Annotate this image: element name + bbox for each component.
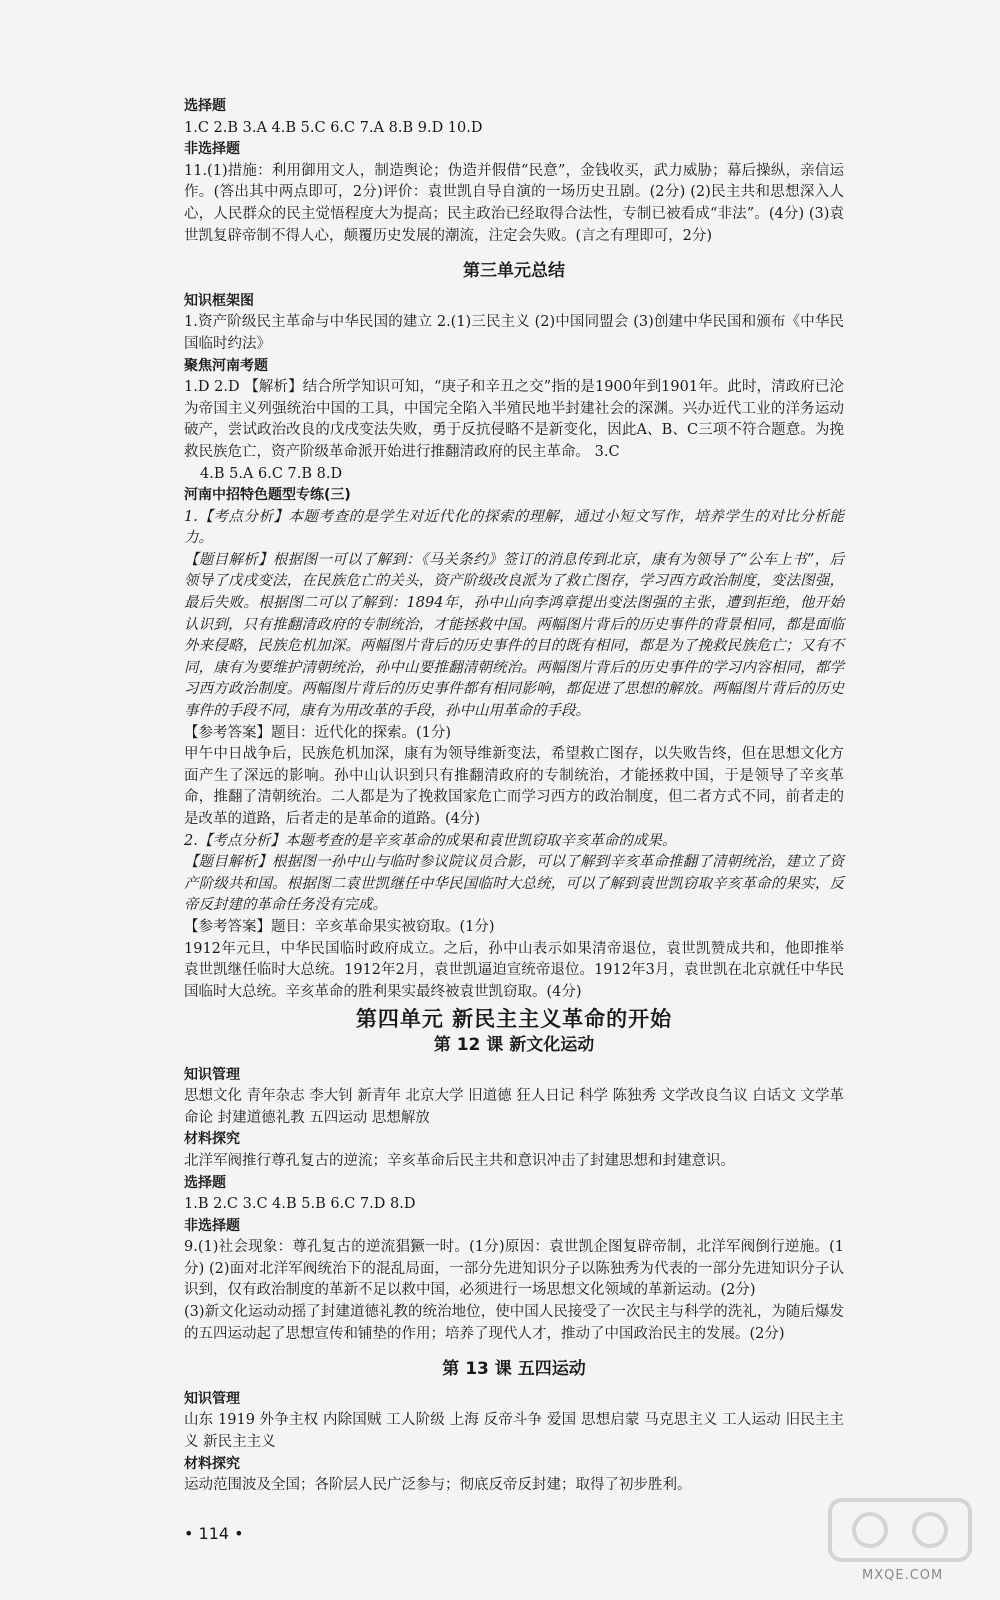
paragraph: 【参考答案】题目：近代化的探索。(1分) [184,724,452,741]
section-heading: 河南中招特色题型专练(三) [184,487,351,504]
lesson-title: 第 13 课 五四运动 [442,1359,586,1380]
paragraph: 【题目解析】根据图一可以了解到：《马关条约》签订的消息传到北京，康有为领导了“公车上书”，后领导了戊戌变法，在民族危亡的关头，资产阶级改良派为了救亡图存，学习西方政治制度，变法图强，最后失败。根据图二可以了解到：1894年，孙中山向李鸿章提出变法图强的主张，遭到拒绝，他开始认识到，只有推翻清政府的专制统治，才能拯救中国。两幅图片背后的历史事件的背景相同，都是面临外来侵略，民族危机加深。两幅图片背后的历史事件的目的既有相同，都是为了挽救民族危亡；又有不同，康有为要维护清朝统治，孙中山要推翻清朝统治。两幅图片背后的历史事件的学习内容相同，都学习西方政治制度。两幅图片背后的历史事件都有相同影响，都促进了思想的解放。两幅图片背后的历史事件的手段不同，康有为用改革的手段，孙中山用革命的手段。 [184,551,844,720]
content [184,96,844,1497]
paragraph: 1912年元旦，中华民国临时政府成立。之后，孙中山表示如果清帝退位，袁世凯赞成共和，他即推举袁世凯继任临时大总统。1912年2月，袁世凯逼迫宣统帝退位。1912年3月，袁世凯在北京就任中华民国临时大总统。辛亥革命的胜利果实最终被袁世凯窃取。(4分) [184,940,844,1000]
paragraph: 北洋军阀推行尊孔复古的逆流；辛亥革命后民主共和意识冲击了封建思想和封建意识。 [184,1152,735,1169]
paragraph: 11.(1)措施：利用御用文人，制造舆论；伪造并假借“民意”，金钱收买，武力威胁；幕后操纵，亲信运作。(答出其中两点即可，2分)评价：袁世凯自导自演的一场历史丑剧。(2分) (2)民主共和思想深入人心，人民群众的民主觉悟程度大为提高；民主政治已经取得合法性，专制已被看成“非法”。(4分) (3)袁世凯复辟帝制不得人心，颠覆历史发展的潮流，注定会失败。(言之有理即可，2分) [184,162,844,244]
section-heading: 知识框架图 [184,292,254,309]
paragraph: 1.资产阶级民主革命与中华民国的建立 2.(1)三民主义 (2)中国同盟会 (3)创建中华民国和颁布《中华民国临时约法》 [184,314,844,352]
page-number: • 114 • [184,1524,244,1543]
paragraph: 【参考答案】题目：辛亥革命果实被窃取。(1分) [184,918,495,935]
paragraph: 思想文化 青年杂志 李大钊 新青年 北京大学 旧道德 狂人日记 科学 陈独秀 文学改良刍议 白话文 文学革命论 封建道德礼教 五四运动 思想解放 [184,1088,844,1126]
answers-line: 1.B 2.C 3.C 4.B 5.B 6.C 7.D 8.D [184,1196,416,1213]
unit-title: 第四单元 新民主主义革命的开始 [355,1007,673,1032]
paragraph: 2.【考点分析】本题考查的是辛亥革命的成果和袁世凯窃取辛亥革命的成果。 [184,832,677,849]
watermark-logo-icon [820,1490,980,1580]
answers-line: 4.B 5.A 6.C 7.B 8.D [200,465,343,482]
paragraph: 山东 1919 外争主权 内除国贼 工人阶级 上海 反帝斗争 爱国 思想启蒙 马克思主义 工人运动 旧民主主义 新民主主义 [184,1412,844,1451]
section-heading: 材料探究 [184,1455,240,1472]
section-heading: 选择题 [184,1174,226,1191]
section-heading: 材料探究 [184,1131,240,1148]
section-heading: 聚焦河南考题 [184,357,268,374]
unit-summary-title: 第三单元总结 [463,261,565,282]
answers-line: 1.C 2.B 3.A 4.B 5.C 6.C 7.A 8.B 9.D 10.D [184,119,483,136]
watermark-text: MXQE.COM [862,1568,944,1583]
paragraph: 1.D 2.D 【解析】结合所学知识可知，“庚子和辛丑之交”指的是1900年到1901年。此时，清政府已沦为帝国主义列强统治中国的工具，中国完全陷入半殖民地半封建社会的深渊。兴办近代工业的洋务运动破产，尝试政治改良的戊戌变法失败，勇于反抗侵略不是新变化，因此A、B、C三项不符合题意。为挽救民族危亡，资产阶级革命派开始进行推翻清政府的民主革命。 3.C [184,379,844,460]
paragraph: 【题目解析】根据图一孙中山与临时参议院议员合影，可以了解到辛亥革命推翻了清朝统治，建立了资产阶级共和国。根据图二袁世凯继任中华民国临时大总统，可以了解到袁世凯窃取辛亥革命的果实，反帝反封建的革命任务没有完成。 [184,854,844,914]
section-heading: 非选择题 [184,1217,240,1234]
paragraph: 1.【考点分析】本题考查的是学生对近代化的探索的理解，通过小短文写作，培养学生的对比分析能力。 [184,508,844,547]
paragraph: 运动范围波及全国；各阶层人民广泛参与；彻底反帝反封建；取得了初步胜利。 [184,1477,692,1494]
section-heading: 非选择题 [184,141,240,158]
lesson-title: 第 12 课 新文化运动 [433,1034,595,1055]
paragraph: (3)新文化运动动摇了封建道德礼教的统治地位，使中国人民接受了一次民主与科学的洗礼，为随后爆发的五四运动起了思想宣传和铺垫的作用；培养了现代人才，推动了中国政治民主的发展。(2分) [184,1304,844,1342]
paragraph: 9.(1)社会现象：尊孔复古的逆流猖獗一时。(1分)原因：袁世凯企图复辟帝制，北洋军阀倒行逆施。(1分) (2)面对北洋军阀统治下的混乱局面，一部分先进知识分子以陈独秀为代表的一部分先进知识分子认识到，仅有政治制度的革新不足以救中国，必须进行一场思想文化领域的革新运动。(2分) [184,1239,844,1299]
section-heading: 知识管理 [184,1066,240,1083]
paragraph: 甲午中日战争后，民族危机加深，康有为领导维新变法，希望救亡图存，以失败告终，但在思想文化方面产生了深远的影响。孙中山认识到只有推翻清政府的专制统治，才能拯救中国，于是领导了辛亥革命，推翻了清朝统治。二人都是为了挽救国家危亡而学习西方的政治制度，但二者方式不同，前者走的是改革的道路，后者走的是革命的道路。(4分) [184,746,844,827]
section-heading: 选择题 [184,98,226,114]
section-heading: 知识管理 [184,1390,240,1407]
